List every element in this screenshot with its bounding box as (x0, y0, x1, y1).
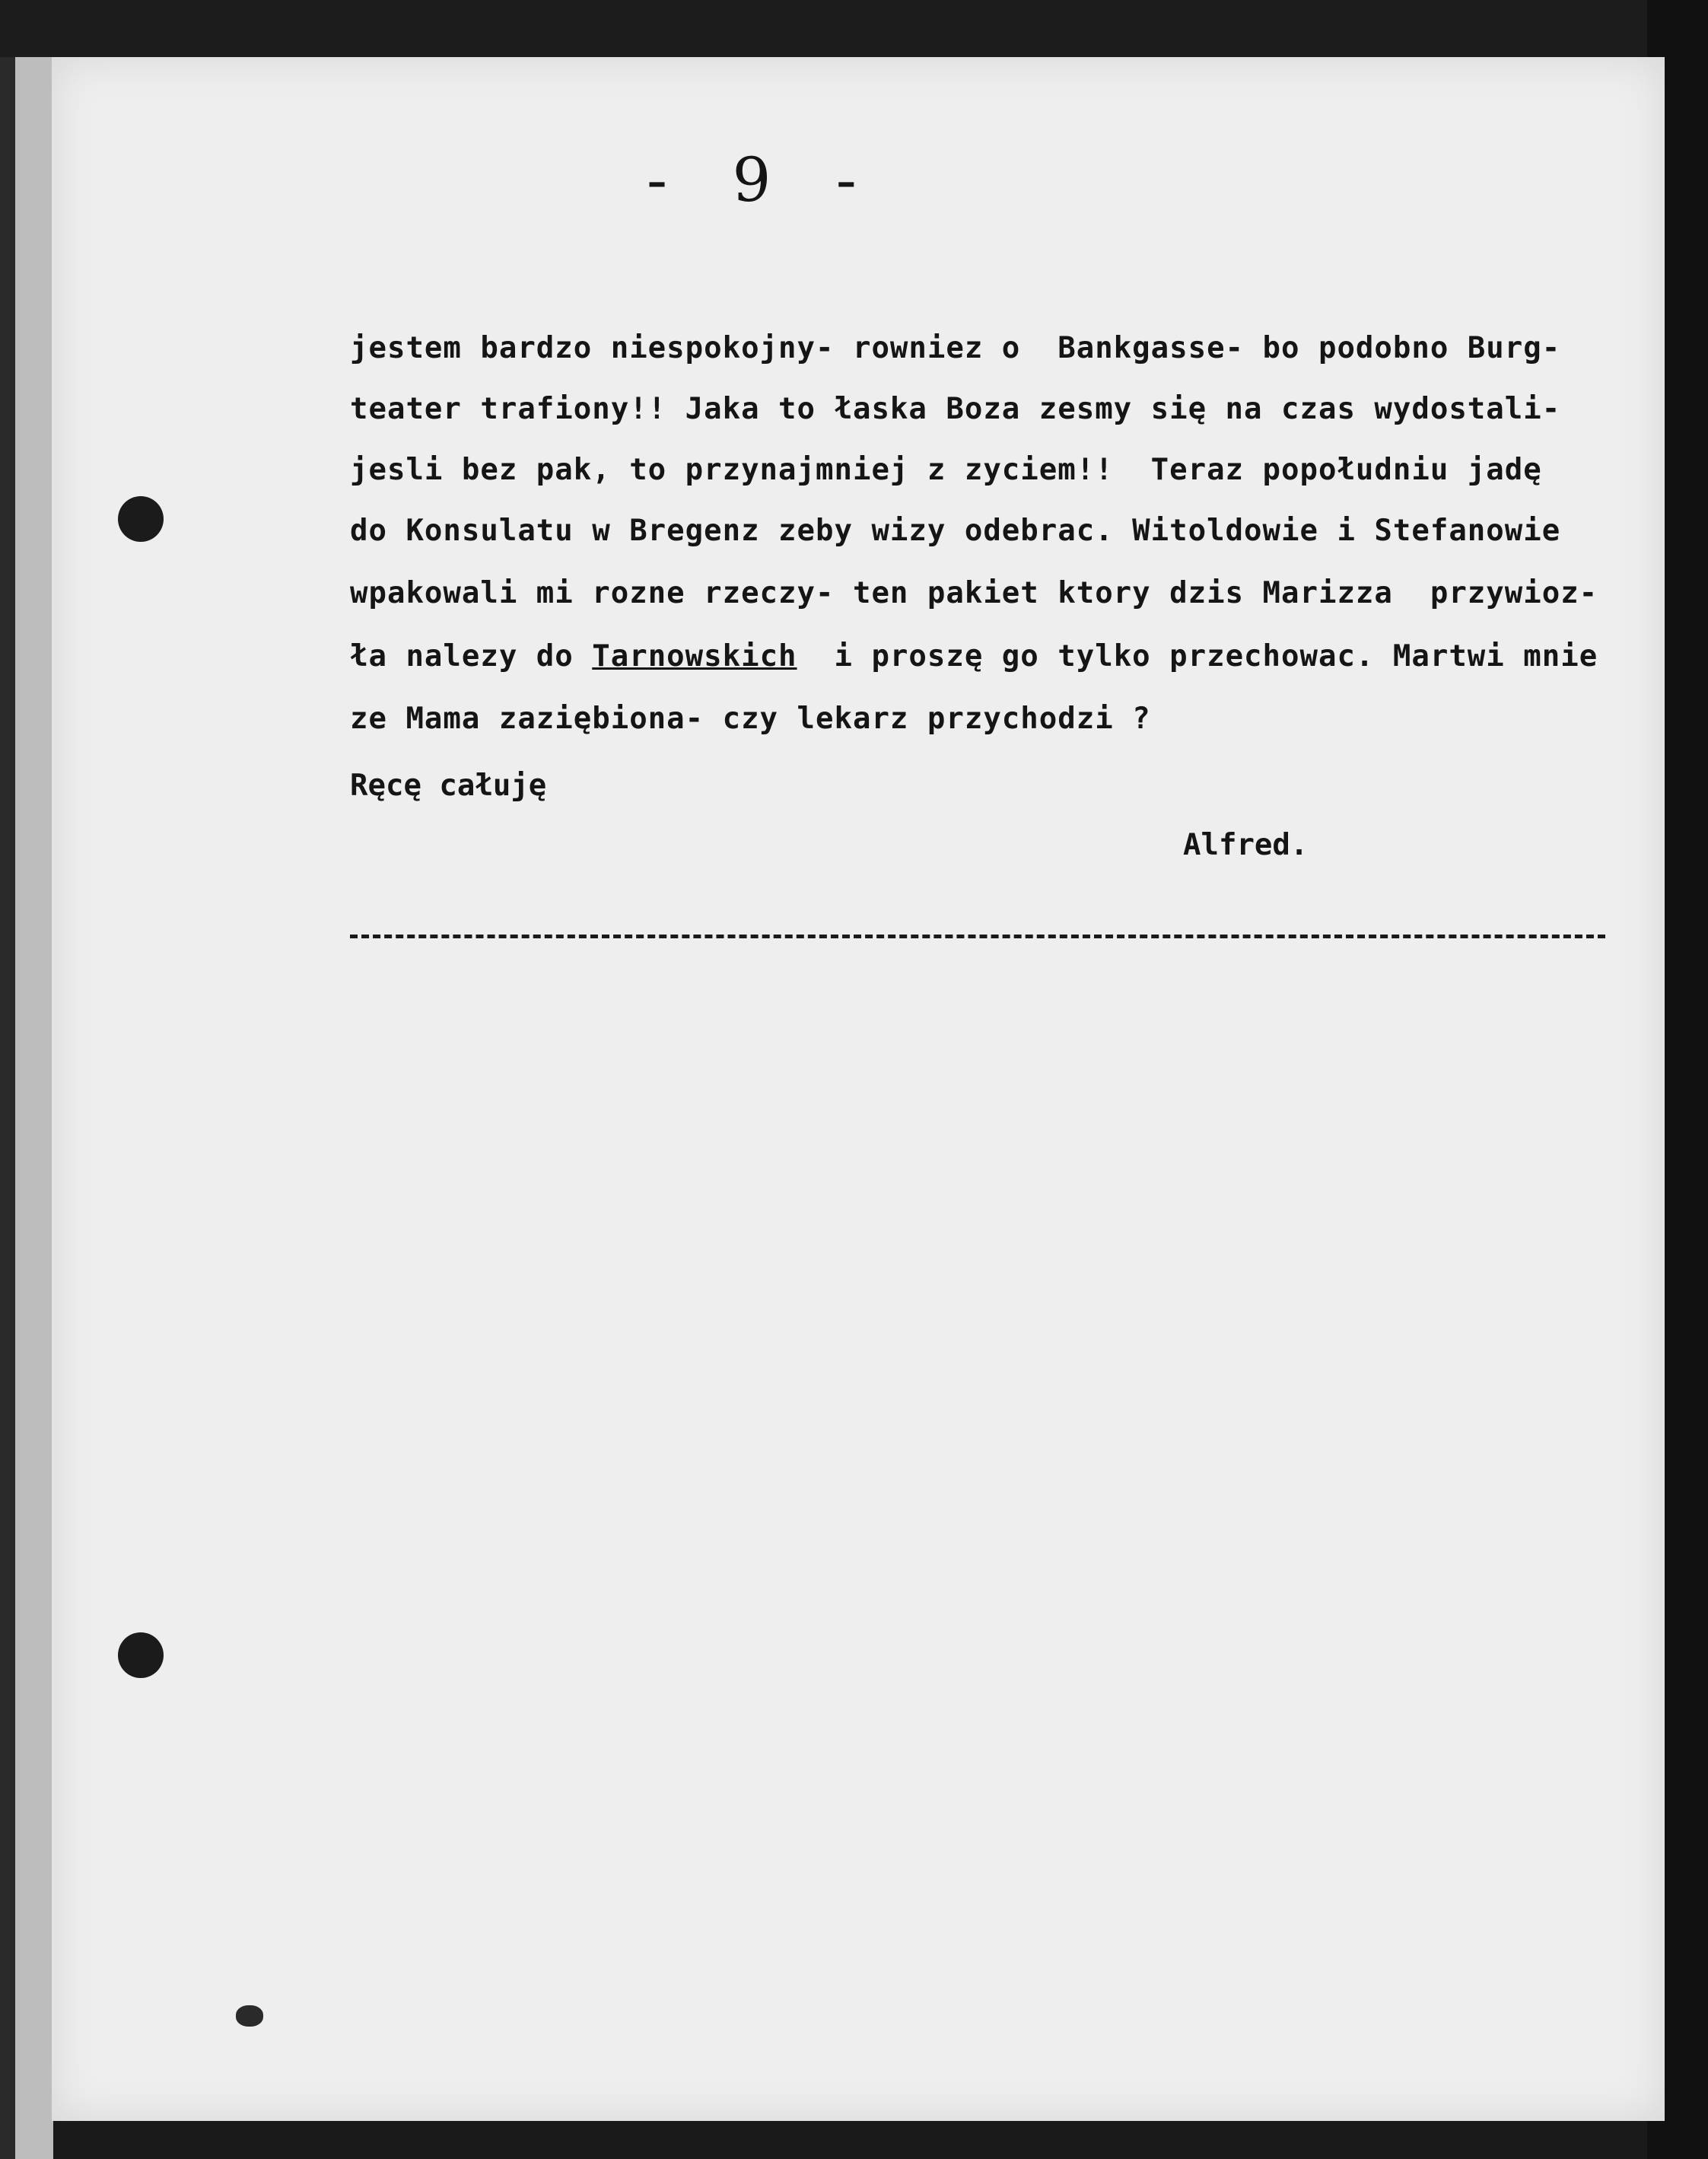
letter-line-6-end: i proszę go tylko przechowac. Martwi mnie (797, 639, 1598, 673)
letter-line-6 (350, 639, 1598, 673)
underlined-name: Tarnowskich (592, 639, 797, 673)
ink-smudge (236, 2005, 263, 2027)
punch-hole-bottom (118, 1632, 164, 1678)
dashed-separator (350, 935, 1605, 938)
scan-left-strip (0, 0, 15, 2159)
letter-line-7: ze Mama zaziębiona- czy lekarz przychodzi ? (350, 702, 1151, 736)
letter-line-4: do Konsulatu w Bregenz zeby wizy odebrac. Witoldowie i Stefanowie (350, 514, 1561, 548)
document-page (52, 57, 1665, 2121)
scan-top-edge (0, 0, 1708, 57)
letter-line-3: jesli bez pak, to przynajmniej z zyciem!! Teraz popołudniu jadę (350, 453, 1542, 487)
page-number: - 9 - (647, 145, 879, 215)
letter-line-2: teater trafiony!! Jaka to łaska Boza zesmy się na czas wydostali- (350, 392, 1579, 426)
letter-line-1: jestem bardzo niespokojny- rowniez o Bankgasse- bo podobno Burg- (350, 331, 1561, 365)
signature: Alfred. (1183, 828, 1309, 862)
letter-line-6-start: ła nalezy do (350, 639, 593, 673)
punch-hole-top (118, 496, 164, 542)
closing-greeting: Ręcę całuję (350, 769, 547, 803)
letter-line-5: wpakowali mi rozne rzeczy- ten pakiet ktory dzis Marizza przywioz- (350, 576, 1598, 610)
